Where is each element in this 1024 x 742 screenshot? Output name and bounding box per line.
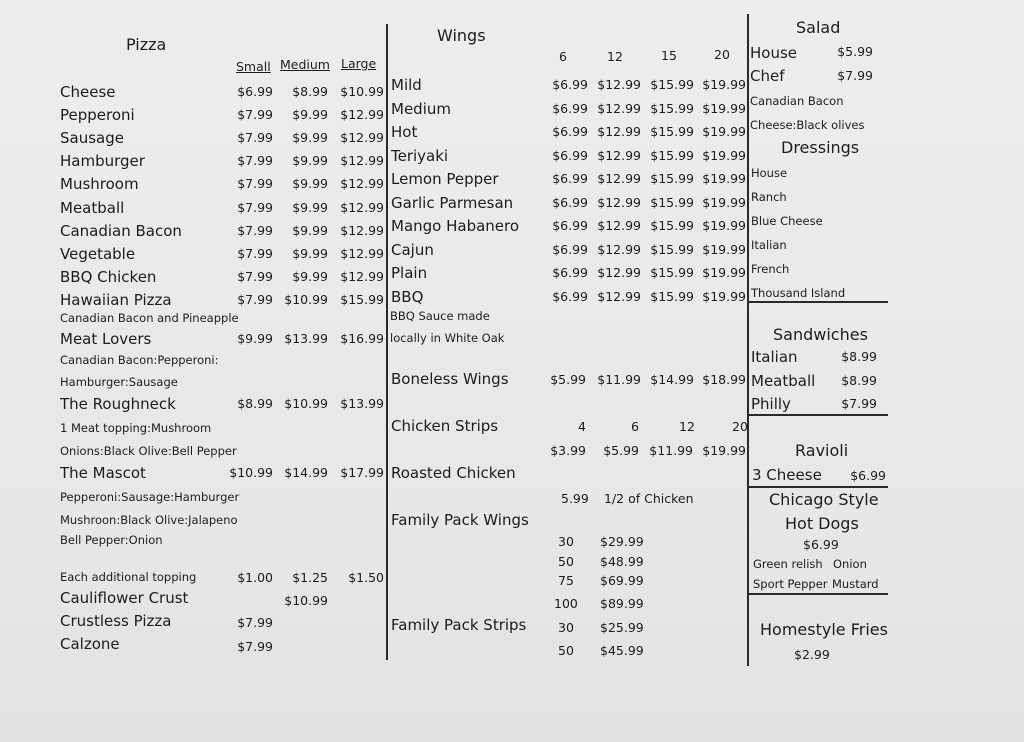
divider-pizza-wings — [386, 24, 388, 660]
hotdog-topping: Green relish — [753, 557, 823, 571]
wing-price: $19.99 — [702, 194, 746, 210]
wing-name: BBQ — [391, 287, 424, 306]
strip-price: $19.99 — [702, 443, 746, 458]
wing-price: $12.99 — [597, 241, 641, 257]
wing-count: 12 — [607, 49, 623, 64]
wing-price: $18.99 — [702, 372, 746, 387]
hotdog-topping: Sport Pepper — [753, 577, 828, 591]
wing-price: $15.99 — [650, 194, 694, 210]
ravioli-price: $6.99 — [850, 468, 886, 483]
size-large: Large — [341, 56, 377, 71]
fries-title: Homestyle Fries — [760, 620, 888, 639]
wing-name: Cajun — [391, 240, 434, 259]
wing-price: $15.99 — [650, 124, 694, 139]
wing-price: $15.99 — [650, 218, 694, 233]
pizza-price: $6.99 — [237, 84, 273, 99]
wing-price: $6.99 — [552, 194, 588, 210]
strip-price: $11.99 — [649, 443, 693, 458]
price-large: $16.99 — [340, 331, 384, 346]
salad-price: $7.99 — [837, 68, 873, 83]
sandwich-price: $7.99 — [841, 396, 877, 411]
pizza-price: $7.99 — [237, 199, 273, 215]
pizza-price: $9.99 — [292, 153, 328, 169]
salad-option: Canadian Bacon — [750, 94, 844, 108]
wing-price: $15.99 — [650, 100, 694, 116]
meat-lovers-note: Hamburger:Sausage — [60, 375, 178, 389]
wing-price: $19.99 — [702, 77, 746, 92]
pizza-price: $15.99 — [340, 291, 384, 307]
wing-price: $14.99 — [650, 372, 694, 387]
hotdogs-price: $6.99 — [803, 537, 839, 552]
mascot-note: Bell Pepper:Onion — [60, 533, 163, 547]
wing-price: $12.99 — [597, 194, 641, 210]
size-medium: Medium — [280, 57, 330, 72]
pizza-price: $12.99 — [340, 153, 384, 169]
pizza-name: The Mascot — [60, 464, 146, 482]
salad-title: Salad — [796, 18, 841, 37]
pizza-price: $9.99 — [292, 199, 328, 215]
pizza-name: The Roughneck — [60, 395, 176, 413]
family-price: $29.99 — [600, 534, 644, 549]
ravioli-title: Ravioli — [795, 441, 849, 460]
price-small: $9.99 — [237, 331, 273, 346]
price-small: $1.00 — [237, 570, 273, 585]
wing-price: $12.99 — [597, 77, 641, 92]
pizza-price: $12.99 — [340, 245, 384, 261]
pizza-price: $12.99 — [340, 130, 384, 146]
dressing-item: Italian — [751, 238, 787, 252]
family-price: $48.99 — [600, 554, 644, 569]
wing-name: Hot — [391, 123, 418, 141]
wing-price: $15.99 — [650, 265, 694, 280]
wing-price: $6.99 — [552, 124, 588, 139]
strip-count: 12 — [679, 419, 695, 434]
dressing-item: House — [751, 166, 788, 180]
price-medium: $1.25 — [292, 570, 328, 585]
wing-price: $19.99 — [702, 241, 746, 257]
salad-name: House — [750, 44, 798, 62]
family-count: 30 — [558, 620, 574, 635]
pizza-name: BBQ Chicken — [60, 267, 157, 286]
pizza-name: Mushroom — [60, 175, 139, 194]
pizza-name: Crustless Pizza — [60, 612, 172, 630]
wing-price: $12.99 — [597, 171, 641, 186]
pizza-price: $10.99 — [284, 291, 328, 307]
price-small: $7.99 — [237, 615, 273, 630]
wing-price: $19.99 — [702, 265, 746, 280]
meat-lovers-note: Canadian Bacon:Pepperoni: — [60, 353, 219, 367]
family-count: 50 — [558, 554, 574, 569]
wing-price: $6.99 — [552, 265, 588, 280]
wing-count: 20 — [714, 47, 730, 62]
wing-price: $15.99 — [650, 171, 694, 186]
roughneck-note: 1 Meat topping:Mushroom — [60, 421, 212, 435]
salad-option: Cheese:Black olives — [750, 118, 865, 132]
mascot-note: Pepperoni:Sausage:Hamburger — [60, 490, 240, 504]
wing-price: $15.99 — [650, 77, 694, 92]
wing-price: $12.99 — [597, 147, 641, 163]
dressing-item: Thousand Island — [751, 286, 846, 300]
pizza-price: $9.99 — [292, 245, 328, 261]
wing-price: $12.99 — [597, 124, 641, 139]
strip-count: 20 — [732, 419, 748, 434]
wing-price: $11.99 — [597, 372, 641, 387]
wing-price: $19.99 — [702, 124, 746, 139]
dressing-item: Blue Cheese — [751, 214, 823, 228]
pizza-price: $9.99 — [292, 176, 328, 192]
ravioli-name: 3 Cheese — [752, 466, 822, 484]
pizza-price: $7.99 — [237, 153, 273, 169]
price-small: $10.99 — [229, 465, 273, 480]
pizza-price: $12.99 — [340, 268, 384, 284]
pizza-name: Vegetable — [60, 244, 136, 263]
pizza-name: Pepperoni — [60, 106, 135, 125]
divider-ravioli — [749, 486, 888, 488]
pizza-name: Meat Lovers — [60, 330, 152, 348]
pizza-price: $12.99 — [340, 222, 384, 238]
pizza-price: $12.99 — [340, 199, 384, 215]
strip-count: 4 — [578, 419, 586, 434]
bbq-note: locally in White Oak — [390, 331, 505, 345]
wing-price: $12.99 — [597, 288, 641, 304]
family-price: $89.99 — [600, 596, 644, 611]
wing-price: $19.99 — [702, 100, 746, 116]
wing-count: 15 — [661, 48, 677, 63]
wing-price: $6.99 — [552, 77, 588, 92]
wing-price: $19.99 — [702, 171, 746, 186]
divider-wings-sides — [747, 14, 749, 666]
price-medium: $14.99 — [284, 465, 328, 480]
price-medium: $13.99 — [284, 331, 328, 346]
pizza-name: Sausage — [60, 129, 124, 148]
hotdog-topping: Onion — [833, 557, 867, 571]
pizza-price: $7.99 — [237, 222, 273, 238]
family-price: $45.99 — [600, 643, 644, 658]
pizza-name: Cheese — [60, 83, 116, 101]
size-small: Small — [236, 59, 271, 74]
pizza-price: $7.99 — [237, 130, 273, 146]
pizza-price: $7.99 — [237, 107, 273, 123]
roasted-desc: 1/2 of Chicken — [604, 491, 694, 506]
sandwich-price: $8.99 — [841, 372, 877, 388]
wing-price: $6.99 — [552, 241, 588, 257]
sandwiches-title: Sandwiches — [773, 325, 868, 344]
wing-name: Mild — [391, 76, 422, 94]
wing-name: Plain — [391, 264, 428, 282]
wings-title: Wings — [437, 26, 486, 45]
sandwich-name: Italian — [751, 348, 798, 366]
wing-price: $6.99 — [552, 171, 588, 186]
wing-price: $15.99 — [650, 288, 694, 304]
price-large: $1.50 — [348, 570, 384, 585]
family-count: 75 — [558, 573, 574, 588]
price-medium: $10.99 — [284, 396, 328, 411]
wing-price: $6.99 — [552, 147, 588, 163]
wing-count: 6 — [559, 49, 567, 64]
wing-price: $15.99 — [650, 241, 694, 257]
pizza-price: $10.99 — [340, 84, 384, 99]
hawaiian-note: Canadian Bacon and Pineapple — [60, 311, 239, 325]
price-large: $13.99 — [340, 396, 384, 411]
wing-price: $5.99 — [550, 372, 586, 387]
mascot-note: Mushroon:Black Olive:Jalapeno — [60, 513, 238, 527]
pizza-price: $7.99 — [237, 291, 273, 307]
price-small: $7.99 — [237, 639, 273, 654]
price-small: $8.99 — [237, 396, 273, 411]
sandwich-price: $8.99 — [841, 349, 877, 364]
pizza-price: $12.99 — [340, 107, 384, 123]
wing-name: Medium — [391, 99, 451, 118]
wing-price: $6.99 — [552, 218, 588, 233]
sandwich-name: Meatball — [751, 371, 816, 390]
salad-name: Chef — [750, 67, 785, 85]
pizza-name: Calzone — [60, 635, 120, 653]
wing-name: Roasted Chicken — [391, 464, 516, 482]
dressings-title: Dressings — [781, 138, 860, 157]
pizza-price: $9.99 — [292, 130, 328, 146]
wing-price: $12.99 — [597, 218, 641, 233]
pizza-name: Hawaiian Pizza — [60, 290, 172, 309]
pizza-price: $9.99 — [292, 268, 328, 284]
pizza-price: $9.99 — [292, 222, 328, 238]
wing-name: Family Pack Wings — [391, 511, 529, 529]
wing-price: $6.99 — [552, 100, 588, 116]
roasted-price: 5.99 — [561, 491, 589, 506]
wing-name: Lemon Pepper — [391, 170, 499, 188]
strip-count: 6 — [631, 419, 639, 434]
dressing-item: Ranch — [751, 190, 787, 204]
wing-price: $19.99 — [702, 147, 746, 163]
family-count: 50 — [558, 643, 574, 658]
pizza-price: $8.99 — [292, 84, 328, 99]
wing-name: Family Pack Strips — [391, 616, 527, 634]
strip-price: $3.99 — [550, 443, 586, 458]
hotdogs-title: Hot Dogs — [785, 514, 859, 533]
pizza-price: $12.99 — [340, 176, 384, 192]
price-large: $17.99 — [340, 465, 384, 480]
wing-name: Mango Habanero — [391, 217, 520, 235]
wing-price: $12.99 — [597, 265, 641, 280]
wing-price: $19.99 — [702, 288, 746, 304]
dressing-item: French — [751, 262, 790, 276]
hotdogs-title: Chicago Style — [769, 490, 879, 509]
wing-name: Teriyaki — [391, 146, 449, 165]
strip-price: $5.99 — [603, 443, 639, 458]
wing-name: Garlic Parmesan — [391, 193, 514, 212]
pizza-name: Meatball — [60, 198, 125, 217]
divider-sandwiches — [749, 414, 888, 416]
family-count: 100 — [554, 596, 578, 611]
pizza-name: Canadian Bacon — [60, 221, 182, 240]
divider-hotdogs — [749, 593, 888, 595]
divider-dressings — [749, 301, 888, 303]
pizza-price: $9.99 — [292, 107, 328, 123]
pizza-price: $7.99 — [237, 268, 273, 284]
pizza-title: Pizza — [126, 35, 167, 54]
topping-label: Each additional topping — [60, 570, 197, 584]
roughneck-note: Onions:Black Olive:Bell Pepper — [60, 444, 237, 458]
wing-price: $19.99 — [702, 218, 746, 233]
bbq-note: BBQ Sauce made — [390, 309, 490, 323]
price-medium: $10.99 — [284, 593, 328, 608]
fries-price: $2.99 — [794, 647, 830, 662]
pizza-price: $7.99 — [237, 245, 273, 261]
wing-price: $12.99 — [597, 100, 641, 116]
pizza-price: $7.99 — [237, 176, 273, 192]
family-price: $25.99 — [600, 620, 644, 635]
sandwich-name: Philly — [751, 395, 791, 413]
pizza-name: Cauliflower Crust — [60, 589, 189, 607]
hotdog-topping: Mustard — [832, 577, 879, 591]
salad-price: $5.99 — [837, 44, 873, 59]
pizza-name: Hamburger — [60, 152, 145, 171]
wing-price: $15.99 — [650, 147, 694, 163]
family-price: $69.99 — [600, 573, 644, 588]
wing-name: Chicken Strips — [391, 417, 499, 435]
family-count: 30 — [558, 534, 574, 549]
wing-price: $6.99 — [552, 288, 588, 304]
wing-name: Boneless Wings — [391, 370, 509, 388]
